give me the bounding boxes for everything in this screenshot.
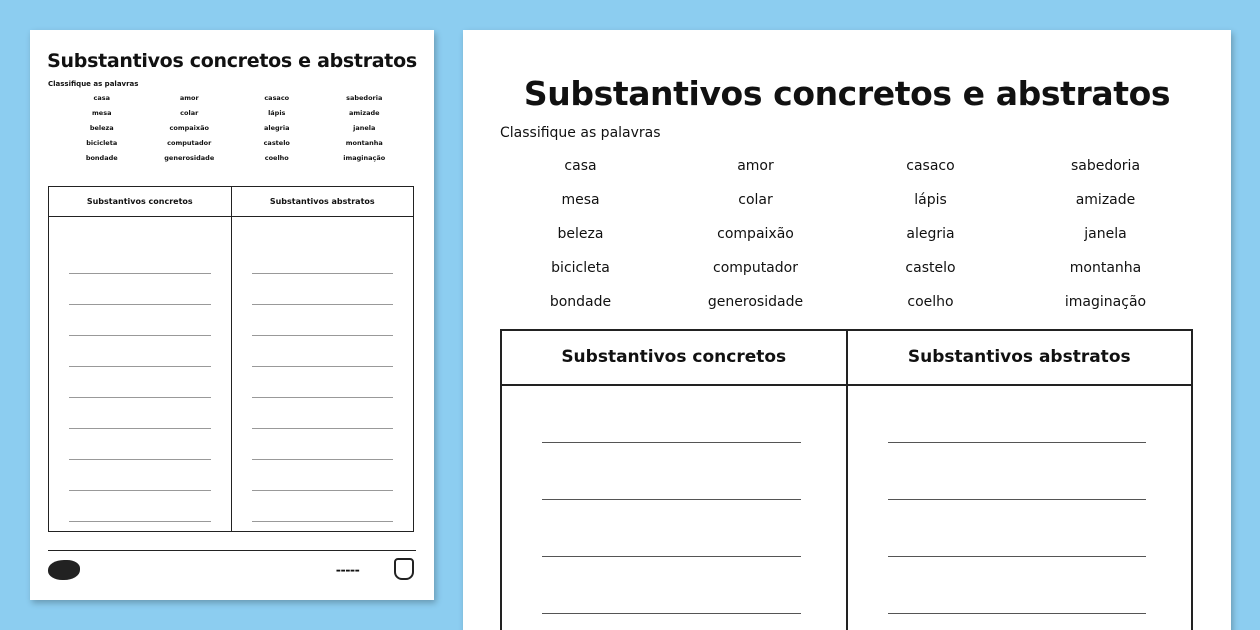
word-item: sabedoria <box>1070 158 1141 174</box>
word-item: amizade <box>1075 192 1136 208</box>
thumbnail-word-grid <box>58 94 408 162</box>
writing-line <box>252 398 394 429</box>
thumbnail-word: amizade <box>348 109 380 117</box>
thumbnail-word: bicicleta <box>86 139 118 147</box>
worksheet-thumbnail <box>30 30 434 600</box>
writing-line <box>69 367 211 398</box>
thumbnail-word: casaco <box>264 94 290 102</box>
sort-table <box>500 329 1193 630</box>
thumbnail-word: lápis <box>268 109 286 117</box>
column-header-concrete: Substantivos concretos <box>502 331 846 386</box>
writing-line[interactable] <box>888 443 1147 500</box>
column-header-abstract: Substantivos abstratos <box>848 331 1192 386</box>
word-item: montanha <box>1069 260 1142 276</box>
instruction-text: Classifique as palavras <box>500 125 661 141</box>
thumbnail-writing-lines <box>49 217 231 522</box>
writing-line <box>252 491 394 522</box>
writing-line <box>69 305 211 336</box>
writing-line <box>69 336 211 367</box>
writing-line <box>69 460 211 491</box>
thumbnail-title: Substantivos concretos e abstratos <box>47 50 417 72</box>
word-item: compaixão <box>717 226 794 242</box>
word-bank <box>493 156 1193 312</box>
writing-line[interactable] <box>542 557 801 614</box>
page-title: Substantivos concretos e abstratos <box>523 74 1171 113</box>
writing-line <box>252 460 394 491</box>
thumbnail-column-concrete <box>49 187 231 531</box>
writing-line <box>69 243 211 274</box>
thumbnail-word: computador <box>167 139 212 147</box>
column-concrete <box>502 331 846 630</box>
word-item: coelho <box>907 294 954 310</box>
writing-line[interactable] <box>542 386 801 443</box>
writing-line <box>252 429 394 460</box>
thumbnail-sort-table <box>48 186 414 532</box>
word-item: imaginação <box>1064 294 1147 310</box>
footer-divider <box>48 550 416 551</box>
word-item: castelo <box>905 260 956 276</box>
thumbnail-word: bondade <box>85 154 118 162</box>
thumbnail-writing-lines <box>232 217 414 522</box>
word-item: casaco <box>906 158 955 174</box>
writing-line[interactable] <box>888 386 1147 443</box>
writing-line <box>252 274 394 305</box>
word-item: bicicleta <box>551 260 610 276</box>
thumbnail-word: amor <box>179 94 199 102</box>
writing-line <box>69 398 211 429</box>
word-item: lápis <box>914 192 947 208</box>
writing-line[interactable] <box>888 557 1147 614</box>
word-item: computador <box>713 260 798 276</box>
thumbnail-column-header: Substantivos concretos <box>49 187 231 217</box>
word-item: amor <box>737 158 774 174</box>
badge-logo-icon <box>394 558 414 580</box>
thumbnail-word: montanha <box>345 139 383 147</box>
word-item: beleza <box>557 226 604 242</box>
word-item: casa <box>564 158 597 174</box>
writing-line[interactable] <box>888 614 1147 630</box>
writing-line[interactable] <box>888 500 1147 557</box>
thumbnail-word: beleza <box>89 124 114 132</box>
thumbnail-word: compaixão <box>169 124 209 132</box>
thumbnail-column-header: Substantivos abstratos <box>232 187 414 217</box>
worksheet-main <box>463 30 1231 630</box>
thumbnail-word: colar <box>180 109 199 117</box>
writing-line <box>69 274 211 305</box>
word-item: bondade <box>549 294 612 310</box>
thumbnail-word: imaginação <box>343 154 386 162</box>
column-abstract <box>846 331 1192 630</box>
word-item: alegria <box>906 226 955 242</box>
writing-line <box>252 336 394 367</box>
writing-line <box>252 243 394 274</box>
word-item: mesa <box>561 192 600 208</box>
word-item: janela <box>1084 226 1127 242</box>
word-item: colar <box>738 192 773 208</box>
thumbnail-word: janela <box>353 124 376 132</box>
writing-lines <box>502 386 846 630</box>
thumbnail-word: mesa <box>92 109 112 117</box>
thumbnail-word: castelo <box>263 139 290 147</box>
writing-line <box>252 367 394 398</box>
writing-line <box>252 305 394 336</box>
writing-line <box>69 429 211 460</box>
writing-line[interactable] <box>542 614 801 630</box>
thumbnail-word: sabedoria <box>346 94 383 102</box>
thumbnail-word: coelho <box>264 154 289 162</box>
writing-lines <box>848 386 1192 630</box>
word-item: generosidade <box>707 294 804 310</box>
writing-line <box>69 491 211 522</box>
thumbnail-word: generosidade <box>164 154 215 162</box>
thumbnail-instruction: Classifique as palavras <box>48 80 139 88</box>
publisher-logo-icon <box>48 560 80 580</box>
footer-url-mark: ▬▬▬▬▬ <box>336 568 360 574</box>
thumbnail-column-abstract <box>231 187 414 531</box>
thumbnail-word: casa <box>93 94 110 102</box>
writing-line[interactable] <box>542 500 801 557</box>
thumbnail-word: alegria <box>264 124 290 132</box>
writing-line[interactable] <box>542 443 801 500</box>
